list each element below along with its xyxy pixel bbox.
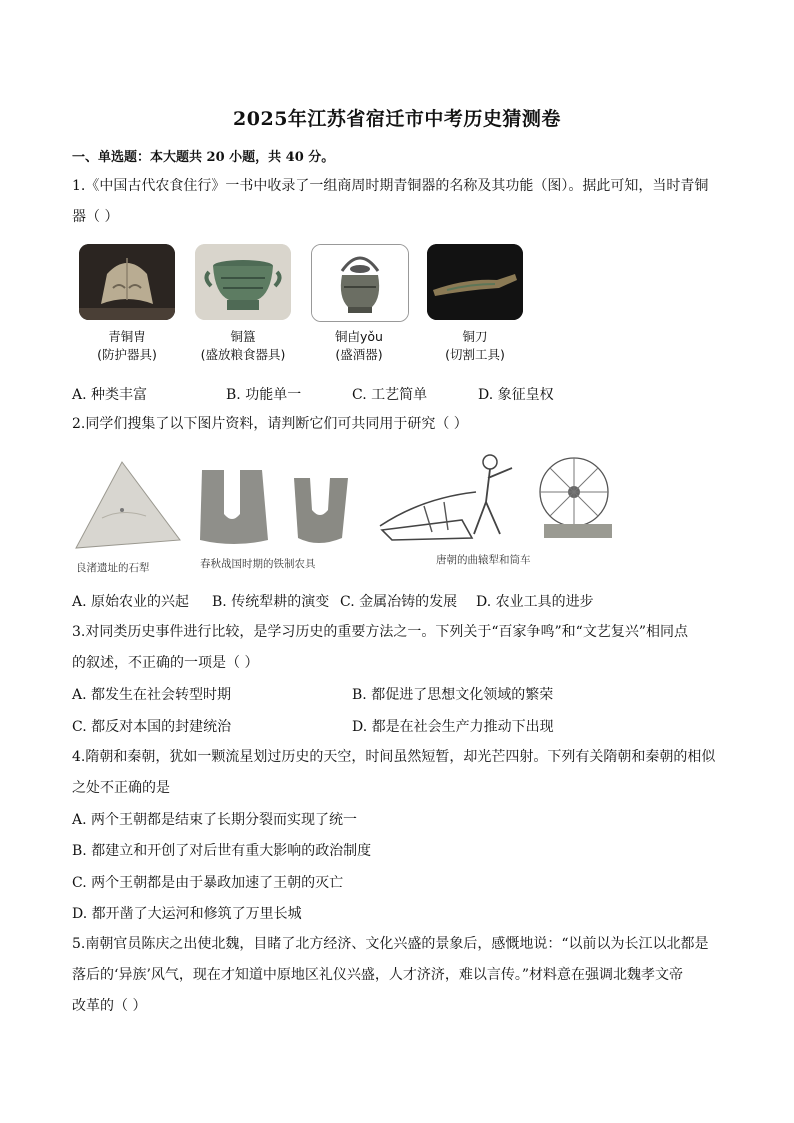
q1-stem-line2: 器（ ） <box>72 209 119 225</box>
q4-option-a[interactable]: A. 两个王朝都是结束了长期分裂而实现了统一 <box>72 812 358 828</box>
q2-option-d[interactable]: D. 农业工具的进步 <box>476 594 594 610</box>
q5-stem-line1: 5.南朝官员陈庆之出使北魏，目睹了北方经济、文化兴盛的景象后，感慨地说：“以前以为长江以北都是 <box>72 936 709 952</box>
figure-caption: 铜簋 (盛放粮食器具) <box>200 329 286 362</box>
q4-option-b[interactable]: B. 都建立和开创了对后世有重大影响的政治制度 <box>72 843 372 859</box>
figure-caption: 良渚遗址的石犁 <box>76 562 150 574</box>
q4-option-c[interactable]: C. 两个王朝都是由于暴政加速了王朝的灭亡 <box>72 875 344 891</box>
q4-stem-line2: 之处不正确的是 <box>72 780 170 796</box>
farm-tools-illustration <box>72 448 620 578</box>
q4-stem-line1: 4.隋朝和秦朝，犹如一颗流星划过历史的天空，时间虽然短暂，却光芒四射。下列有关隋朝和秦朝的相似 <box>72 749 716 765</box>
figure-caption: 铜刀 (切割工具) <box>445 329 505 362</box>
q1-option-b[interactable]: B. 功能单一 <box>226 387 302 403</box>
farm-tools-figure <box>72 448 620 578</box>
q2-option-c[interactable]: C. 金属冶铸的发展 <box>340 594 458 610</box>
q3-stem-line1: 3.对同类历史事件进行比较，是学习历史的重要方法之一。下列关于“百家争鸣”和“文艺复兴”相同点 <box>72 624 688 640</box>
q2-stem-line1: 2.同学们搜集了以下图片资料，请判断它们可共同用于研究（ ） <box>72 416 468 432</box>
page-title: 2025年江苏省宿迁市中考历史猜测卷 <box>233 108 561 130</box>
q1-option-c[interactable]: C. 工艺简单 <box>352 387 428 403</box>
q2-option-b[interactable]: B. 传统犁耕的演变 <box>212 594 330 610</box>
q1-option-d[interactable]: D. 象征皇权 <box>478 387 554 403</box>
q5-stem-line2: 落后的‘异族’风气，现在才知道中原地区礼仪兴盛，人才济济，难以言传。”材料意在强调北魏孝文帝 <box>72 967 684 983</box>
bronze-helmet-image <box>79 244 175 320</box>
figure-caption: 唐朝的曲辕犁和筒车 <box>436 554 531 566</box>
q3-stem-line2: 的叙述，不正确的一项是（ ） <box>72 655 259 671</box>
bronze-you-image <box>311 244 409 322</box>
q3-option-a[interactable]: A. 都发生在社会转型时期 <box>72 687 232 703</box>
q2-option-a[interactable]: A. 原始农业的兴起 <box>72 594 190 610</box>
q1-option-a[interactable]: A. 种类丰富 <box>72 387 148 403</box>
bronze-gui-image <box>195 244 291 320</box>
q5-stem-line3: 改革的（ ） <box>72 998 147 1014</box>
q4-option-d[interactable]: D. 都开凿了大运河和修筑了万里长城 <box>72 906 302 922</box>
bronze-knife-image <box>427 244 523 320</box>
figure-caption: 青铜胄 (防护器具) <box>97 329 157 362</box>
q3-option-d[interactable]: D. 都是在社会生产力推动下出现 <box>352 719 554 735</box>
section-heading: 一、单选题：本大题共 20 小题，共 40 分。 <box>72 150 335 165</box>
q1-stem-line1: 1.《中国古代农食住行》一书中收录了一组商周时期青铜器的名称及其功能（图）。据此可知，当时青铜 <box>72 178 709 194</box>
q3-option-c[interactable]: C. 都反对本国的封建统治 <box>72 719 232 735</box>
q3-option-b[interactable]: B. 都促进了思想文化领域的繁荣 <box>352 687 554 703</box>
figure-caption: 铜卣yǒu (盛酒器) <box>335 329 383 362</box>
figure-caption: 春秋战国时期的铁制农具 <box>200 558 316 570</box>
